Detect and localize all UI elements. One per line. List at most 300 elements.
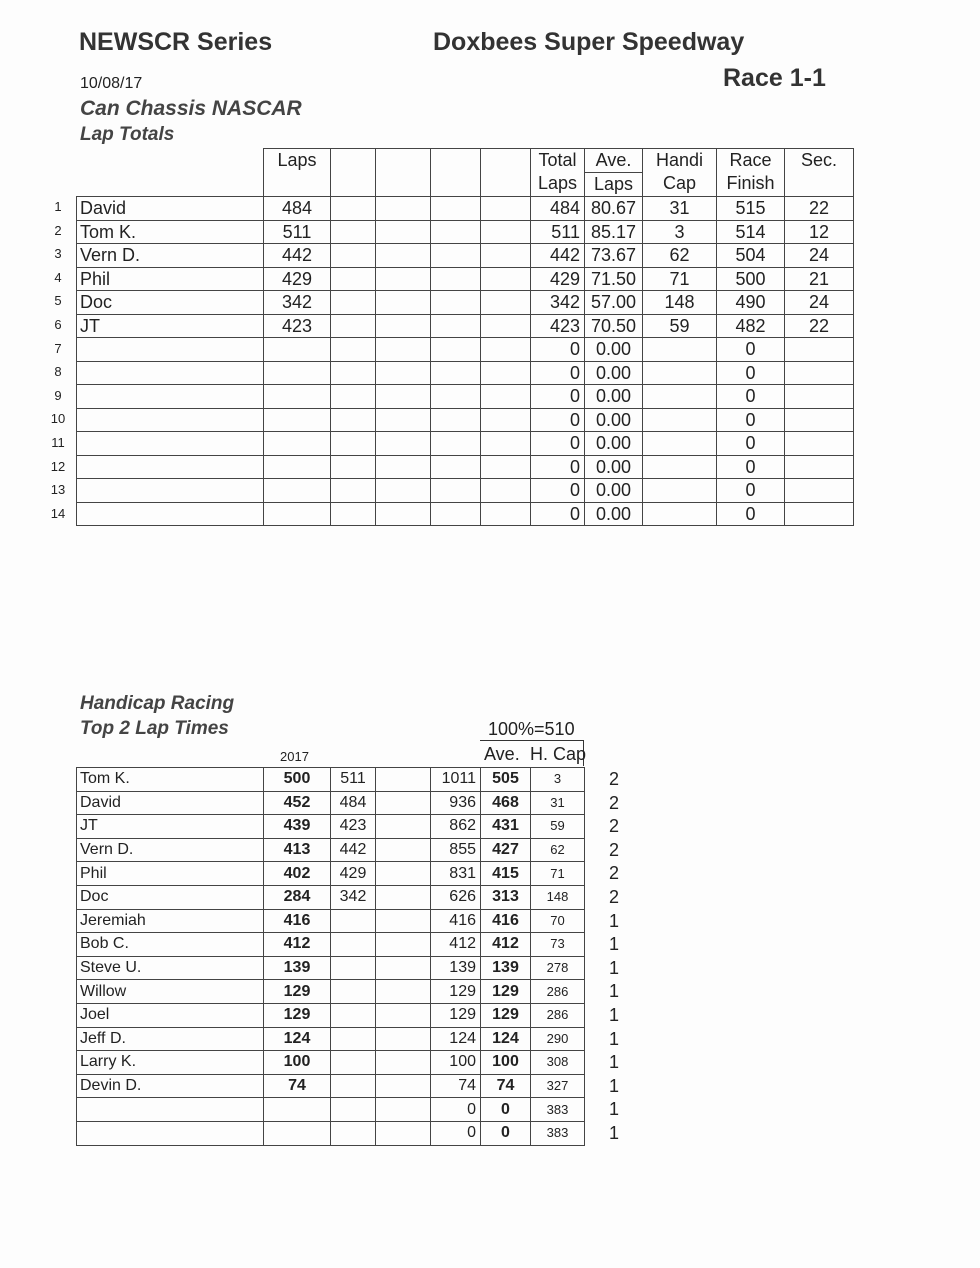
table-row	[77, 1027, 585, 1051]
row-number: 8	[54, 364, 62, 380]
empty-cell	[376, 1027, 431, 1051]
race-finish-value: 0	[717, 432, 785, 456]
empty-cell	[431, 455, 481, 479]
empty-cell	[376, 502, 431, 526]
laps-value	[264, 479, 331, 503]
track-title: Doxbees Super Speedway	[433, 28, 745, 56]
race-laps-value: 484	[331, 791, 376, 815]
sum-value: 1011	[431, 768, 481, 792]
ave-laps-value: 85.17	[585, 220, 643, 244]
sec-value: 21	[785, 267, 854, 291]
empty-cell	[376, 291, 431, 315]
driver-name	[77, 361, 264, 385]
handicap-value: 327	[531, 1074, 585, 1098]
empty-cell	[481, 479, 531, 503]
empty-cell	[431, 385, 481, 409]
race-finish-value: 515	[717, 197, 785, 221]
total-laps-value: 511	[531, 220, 585, 244]
table-row	[77, 885, 585, 909]
empty-cell	[376, 361, 431, 385]
handicap-value: 383	[531, 1098, 585, 1122]
handicap-value: 71	[643, 267, 717, 291]
best-lap-value: 129	[264, 1003, 331, 1027]
empty-cell	[376, 933, 431, 957]
empty-cell	[331, 338, 376, 362]
handicap-value	[643, 455, 717, 479]
driver-name: Doc	[77, 885, 264, 909]
race-laps-value	[331, 1051, 376, 1075]
driver-name: Bob C.	[77, 933, 264, 957]
entry-counts	[604, 768, 624, 1146]
sec-value: 22	[785, 197, 854, 221]
handicap-value: 278	[531, 956, 585, 980]
table-row	[77, 980, 585, 1004]
empty-cell	[376, 1074, 431, 1098]
sec-value	[785, 455, 854, 479]
ave-value: 412	[481, 933, 531, 957]
empty-cell	[376, 197, 431, 221]
sec-value	[785, 385, 854, 409]
handicap-value	[643, 385, 717, 409]
laps-value: 442	[264, 244, 331, 268]
driver-name: Tom K.	[77, 220, 264, 244]
race-laps-value: 342	[331, 885, 376, 909]
empty-cell	[376, 314, 431, 338]
empty-cell	[431, 502, 481, 526]
entry-count: 2	[608, 863, 619, 884]
driver-name: Devin D.	[77, 1074, 264, 1098]
table-row	[77, 479, 912, 503]
table-row	[77, 314, 912, 338]
handicap-value	[643, 361, 717, 385]
empty-cell	[431, 197, 481, 221]
total-laps-value: 342	[531, 291, 585, 315]
lap-totals-table	[76, 148, 912, 526]
ave-value: 313	[481, 885, 531, 909]
ave-laps-value: 0.00	[585, 408, 643, 432]
empty-cell	[331, 361, 376, 385]
row-number: 14	[50, 505, 66, 521]
ave-laps-value: 0.00	[585, 361, 643, 385]
table-row	[77, 1098, 585, 1122]
laps-header: Laps	[264, 149, 331, 197]
handicap-value: 383	[531, 1121, 585, 1145]
ave-value: 427	[481, 838, 531, 862]
empty-cell	[376, 338, 431, 362]
empty-cell	[481, 502, 531, 526]
race-laps-value	[331, 933, 376, 957]
row-number: 1	[54, 199, 62, 214]
ave-laps-value: 0.00	[585, 385, 643, 409]
handicap-heading: Handicap Racing	[80, 693, 235, 714]
handicap-value	[643, 338, 717, 362]
best-lap-value: 452	[264, 791, 331, 815]
laps-value: 342	[264, 291, 331, 315]
empty-cell	[331, 385, 376, 409]
empty-cell	[431, 361, 481, 385]
ave-laps-value: 57.00	[585, 291, 643, 315]
laps-value: 423	[264, 314, 331, 338]
sum-value: 129	[431, 980, 481, 1004]
total-laps-value: 484	[531, 197, 585, 221]
best-lap-value: 100	[264, 1051, 331, 1075]
empty-cell	[376, 768, 431, 792]
table-row	[77, 933, 585, 957]
empty-cell	[331, 479, 376, 503]
ave-value: 0	[481, 1098, 531, 1122]
best-lap-value: 402	[264, 862, 331, 886]
sum-value: 124	[431, 1027, 481, 1051]
series-title: NEWSCR Series	[79, 28, 273, 56]
laps-value	[264, 432, 331, 456]
pct-underline	[480, 740, 584, 741]
total-laps-value: 0	[531, 408, 585, 432]
ave-value: 0	[481, 1121, 531, 1145]
sec-value	[785, 338, 854, 362]
race-finish-value: 504	[717, 244, 785, 268]
handicap-value	[643, 432, 717, 456]
driver-name: Steve U.	[77, 956, 264, 980]
handicap-value: 286	[531, 980, 585, 1004]
sum-value: 831	[431, 862, 481, 886]
sum-value: 0	[431, 1098, 481, 1122]
total-laps-value: 442	[531, 244, 585, 268]
empty-cell	[376, 1051, 431, 1075]
handicap-value	[643, 408, 717, 432]
best-lap-value: 284	[264, 885, 331, 909]
lap-table-header	[77, 149, 912, 197]
empty-cell	[481, 220, 531, 244]
empty-cell	[331, 455, 376, 479]
ave-laps-value: 70.50	[585, 314, 643, 338]
row-number: 4	[54, 269, 62, 285]
driver-name: David	[77, 791, 264, 815]
empty-cell	[431, 220, 481, 244]
table-row	[77, 1003, 585, 1027]
table-row	[77, 862, 585, 886]
driver-name: Jeff D.	[77, 1027, 264, 1051]
top2-heading: Top 2 Lap Times	[80, 718, 229, 739]
total-laps-value: 0	[531, 432, 585, 456]
table-row	[77, 956, 585, 980]
laps-value	[264, 338, 331, 362]
hc-header-bottom: Cap	[662, 173, 697, 193]
empty-cell	[481, 338, 531, 362]
empty-cell	[331, 291, 376, 315]
table-row	[77, 1074, 585, 1098]
entry-count: 2	[608, 769, 619, 789]
race-finish-value: 0	[717, 408, 785, 432]
ave-header-bottom: Laps	[585, 172, 642, 196]
row-number: 11	[51, 434, 65, 450]
best-lap-value	[264, 1098, 331, 1122]
sum-value: 74	[431, 1074, 481, 1098]
driver-name: Phil	[77, 267, 264, 291]
sec-value	[785, 479, 854, 503]
laps-value	[264, 455, 331, 479]
table-row	[77, 338, 912, 362]
row-number: 9	[54, 387, 62, 403]
row-number: 6	[54, 316, 62, 332]
empty-cell	[376, 479, 431, 503]
empty-cell	[431, 338, 481, 362]
driver-name	[77, 385, 264, 409]
race-finish-value: 0	[717, 502, 785, 526]
entry-count: 1	[608, 1099, 619, 1120]
empty-cell	[481, 291, 531, 315]
handicap-value: 59	[643, 314, 717, 338]
race-laps-value	[331, 1098, 376, 1122]
entry-count: 1	[608, 1052, 619, 1073]
entry-count: 1	[608, 910, 619, 931]
handicap-value: 70	[531, 909, 585, 933]
table-row	[77, 838, 585, 862]
table-row	[77, 197, 912, 221]
sum-value: 855	[431, 838, 481, 862]
ave-value: 415	[481, 862, 531, 886]
table-row	[77, 267, 912, 291]
laps-value: 511	[264, 220, 331, 244]
empty-cell	[431, 267, 481, 291]
empty-cell	[431, 479, 481, 503]
empty-cell	[431, 244, 481, 268]
best-lap-value: 500	[264, 768, 331, 792]
race-laps-value	[331, 1074, 376, 1098]
laps-value: 484	[264, 197, 331, 221]
ave-value: 505	[481, 768, 531, 792]
laps-value	[264, 361, 331, 385]
ave-laps-value: 0.00	[585, 338, 643, 362]
handicap-value: 3	[643, 220, 717, 244]
laps-value	[264, 408, 331, 432]
ave-laps-value: 0.00	[585, 432, 643, 456]
best-lap-value: 124	[264, 1027, 331, 1051]
driver-name: Vern D.	[77, 244, 264, 268]
race-finish-value: 514	[717, 220, 785, 244]
handicap-value	[643, 502, 717, 526]
ave-value: 416	[481, 909, 531, 933]
driver-name	[77, 1121, 264, 1145]
entry-count: 1	[608, 934, 619, 955]
row-number: 13	[50, 482, 66, 498]
entry-count: 2	[608, 886, 619, 907]
race-laps-value	[331, 1027, 376, 1051]
driver-name: Phil	[77, 862, 264, 886]
table-row	[77, 909, 585, 933]
driver-name	[77, 338, 264, 362]
table-row	[77, 432, 912, 456]
total-laps-value: 0	[531, 455, 585, 479]
row-numbers	[46, 195, 70, 525]
entry-count: 1	[608, 957, 619, 978]
empty-cell	[376, 1098, 431, 1122]
empty-cell	[481, 197, 531, 221]
race-finish-value: 0	[717, 479, 785, 503]
ave-laps-value: 0.00	[585, 479, 643, 503]
sum-value: 862	[431, 815, 481, 839]
best-lap-value: 412	[264, 933, 331, 957]
hc-header-top: Handi	[655, 150, 704, 170]
entry-count: 2	[608, 792, 619, 813]
driver-name: Tom K.	[77, 768, 264, 792]
driver-name	[77, 479, 264, 503]
best-lap-value: 129	[264, 980, 331, 1004]
empty-cell	[376, 791, 431, 815]
sum-value: 626	[431, 885, 481, 909]
empty-cell	[376, 455, 431, 479]
row-number: 3	[54, 246, 62, 262]
empty-cell	[481, 267, 531, 291]
handicap-value	[643, 479, 717, 503]
empty-cell	[431, 408, 481, 432]
table-row	[77, 455, 912, 479]
entry-count: 1	[608, 1075, 619, 1096]
handicap-value: 308	[531, 1051, 585, 1075]
driver-name: Jeremiah	[77, 909, 264, 933]
empty-cell	[481, 408, 531, 432]
pct-label: 100%=510	[488, 719, 575, 739]
empty-cell	[376, 838, 431, 862]
table-row	[77, 1051, 585, 1075]
empty-cell	[331, 220, 376, 244]
lap-totals-heading: Lap Totals	[80, 124, 175, 145]
handicap-table	[76, 767, 585, 1146]
driver-name: Larry K.	[77, 1051, 264, 1075]
race-header-top: Race	[729, 150, 772, 170]
row-number: 5	[54, 293, 62, 309]
ave-value: 129	[481, 1003, 531, 1027]
ave-value: 100	[481, 1051, 531, 1075]
race-finish-value: 490	[717, 291, 785, 315]
empty-cell	[481, 244, 531, 268]
sec-value: 24	[785, 244, 854, 268]
race-laps-value	[331, 1003, 376, 1027]
table-row	[77, 1121, 585, 1145]
driver-name: Joel	[77, 1003, 264, 1027]
table-row	[77, 220, 912, 244]
sec-value	[785, 502, 854, 526]
race-finish-value: 0	[717, 361, 785, 385]
ave-header-top: Ave.	[595, 150, 632, 170]
sec-header: Sec.	[785, 149, 854, 197]
empty-cell	[481, 455, 531, 479]
ave-value: 124	[481, 1027, 531, 1051]
total-laps-value: 0	[531, 338, 585, 362]
driver-name: JT	[77, 815, 264, 839]
empty-cell	[481, 361, 531, 385]
ave-laps-value: 0.00	[585, 502, 643, 526]
empty-cell	[376, 815, 431, 839]
empty-cell	[376, 862, 431, 886]
handicap-value: 62	[531, 838, 585, 862]
driver-name: David	[77, 197, 264, 221]
sec-value: 22	[785, 314, 854, 338]
driver-name: Doc	[77, 291, 264, 315]
driver-name	[77, 408, 264, 432]
race-laps-value: 511	[331, 768, 376, 792]
empty-cell	[331, 244, 376, 268]
handicap-value: 71	[531, 862, 585, 886]
empty-cell	[376, 385, 431, 409]
total-laps-value: 0	[531, 361, 585, 385]
empty-cell	[376, 909, 431, 933]
empty-cell	[331, 502, 376, 526]
race-finish-value: 500	[717, 267, 785, 291]
race-title: Race 1-1	[723, 64, 826, 92]
row-number: 7	[54, 340, 62, 356]
empty-cell	[376, 956, 431, 980]
laps-value	[264, 385, 331, 409]
sec-value: 12	[785, 220, 854, 244]
best-lap-value: 139	[264, 956, 331, 980]
race-date: 10/08/17	[80, 75, 143, 92]
empty-cell	[331, 197, 376, 221]
row-number: 10	[50, 411, 66, 427]
table-row	[77, 768, 585, 792]
handicap-value: 290	[531, 1027, 585, 1051]
table-row	[77, 385, 912, 409]
ave-value: 139	[481, 956, 531, 980]
empty-cell	[331, 267, 376, 291]
sec-value: 24	[785, 291, 854, 315]
table-row	[77, 361, 912, 385]
table-row	[77, 815, 585, 839]
empty-cell	[331, 432, 376, 456]
entry-count: 1	[608, 1122, 619, 1143]
race-finish-value: 0	[717, 385, 785, 409]
empty-cell	[431, 432, 481, 456]
driver-name	[77, 1098, 264, 1122]
total-laps-value: 0	[531, 502, 585, 526]
handicap-value: 62	[643, 244, 717, 268]
driver-name: Vern D.	[77, 838, 264, 862]
driver-name: JT	[77, 314, 264, 338]
race-laps-value	[331, 909, 376, 933]
ave-laps-value: 73.67	[585, 244, 643, 268]
race-laps-value: 442	[331, 838, 376, 862]
empty-cell	[481, 314, 531, 338]
total-header-top: Total	[538, 150, 577, 170]
table-row	[77, 291, 912, 315]
driver-name	[77, 502, 264, 526]
empty-cell	[376, 1003, 431, 1027]
best-lap-value: 416	[264, 909, 331, 933]
race-finish-value: 482	[717, 314, 785, 338]
total-header-bottom: Laps	[537, 173, 578, 193]
race-laps-value: 423	[331, 815, 376, 839]
best-lap-value: 413	[264, 838, 331, 862]
table-row	[77, 408, 912, 432]
ave-value: 468	[481, 791, 531, 815]
empty-cell	[376, 980, 431, 1004]
ave-laps-value: 80.67	[585, 197, 643, 221]
sum-value: 139	[431, 956, 481, 980]
total-laps-value: 0	[531, 479, 585, 503]
best-lap-value	[264, 1121, 331, 1145]
empty-cell	[376, 220, 431, 244]
ave-value: 129	[481, 980, 531, 1004]
race-laps-value	[331, 1121, 376, 1145]
ave-value: 431	[481, 815, 531, 839]
entry-count: 1	[608, 981, 619, 1002]
table-row	[77, 502, 912, 526]
best-lap-value: 74	[264, 1074, 331, 1098]
sum-value: 412	[431, 933, 481, 957]
best-lap-value: 439	[264, 815, 331, 839]
driver-name: Willow	[77, 980, 264, 1004]
total-laps-value: 0	[531, 385, 585, 409]
empty-cell	[376, 244, 431, 268]
